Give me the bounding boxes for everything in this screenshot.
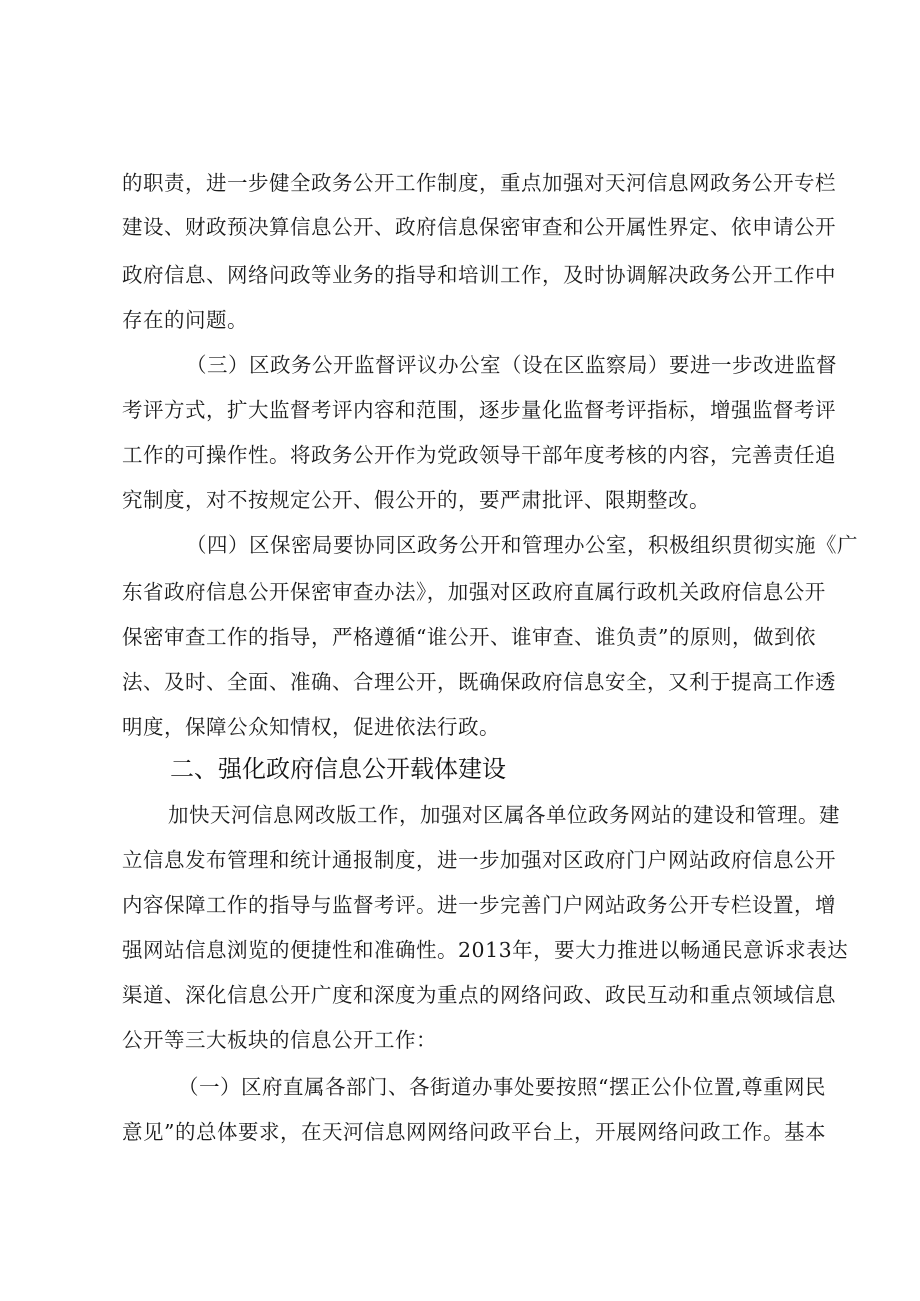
text-line: 考评方式，扩大监督考评内容和范围，逐步量化监督考评指标，增强监督考评 — [122, 398, 836, 422]
text-line: 公开等三大板块的信息公开工作： — [122, 1028, 437, 1052]
text-line: （一）区府直属各部门、各街道办事处要按照“摆正公仆位置,尊重网民 — [178, 1075, 826, 1099]
text-line: 的职责，进一步健全政务公开工作制度，重点加强对天河信息网政务公开专栏 — [122, 171, 836, 195]
text-line: 建设、财政预决算信息公开、政府信息保密审查和公开属性界定、依申请公开 — [122, 215, 836, 239]
text-line: 强网站信息浏览的便捷性和准确性。2013年，要大力推进以畅通民意诉求表达 — [122, 938, 849, 962]
text-line: 法、及时、全面、准确、合理公开，既确保政府信息安全，又利于提高工作透 — [122, 670, 836, 694]
text-line: （四）区保密局要协同区政务公开和管理办公室，积极组织贯彻实施《广 — [186, 533, 858, 557]
text-line: 立信息发布管理和统计通报制度，进一步加强对区政府门户网站政府信息公开 — [122, 848, 836, 872]
text-line: （三）区政务公开监督评议办公室（设在区监察局）要进一步改进监督 — [186, 353, 837, 377]
text-line: 存在的问题。 — [122, 308, 248, 332]
text-line: 渠道、深化信息公开广度和深度为重点的网络问政、政民互动和重点领域信息 — [122, 983, 836, 1007]
text-line: 加快天河信息网改版工作，加强对区属各单位政务网站的建设和管理。建 — [168, 803, 840, 827]
text-line: 内容保障工作的指导与监督考评。进一步完善门户网站政务公开专栏设置，增 — [122, 893, 836, 917]
text-line: 东省政府信息公开保密审查办法》，加强对区政府直属行政机关政府信息公开 — [122, 580, 826, 604]
text-line: 意见”的总体要求，在天河信息网网络问政平台上，开展网络问政工作。基本 — [122, 1120, 826, 1144]
text-line: 究制度，对不按规定公开、假公开的，要严肃批评、限期整改。 — [122, 488, 710, 512]
section-heading: 二、强化政府信息公开载体建设 — [170, 755, 506, 783]
text-line: 明度，保障公众知情权，促进依法行政。 — [122, 715, 500, 739]
text-line: 工作的可操作性。将政务公开作为党政领导干部年度考核的内容，完善责任追 — [122, 443, 836, 467]
text-line: 政府信息、网络问政等业务的指导和培训工作，及时协调解决政务公开工作中 — [122, 263, 836, 287]
text-line: 保密审查工作的指导，严格遵循“谁公开、谁审查、谁负责”的原则，做到依 — [122, 625, 816, 649]
